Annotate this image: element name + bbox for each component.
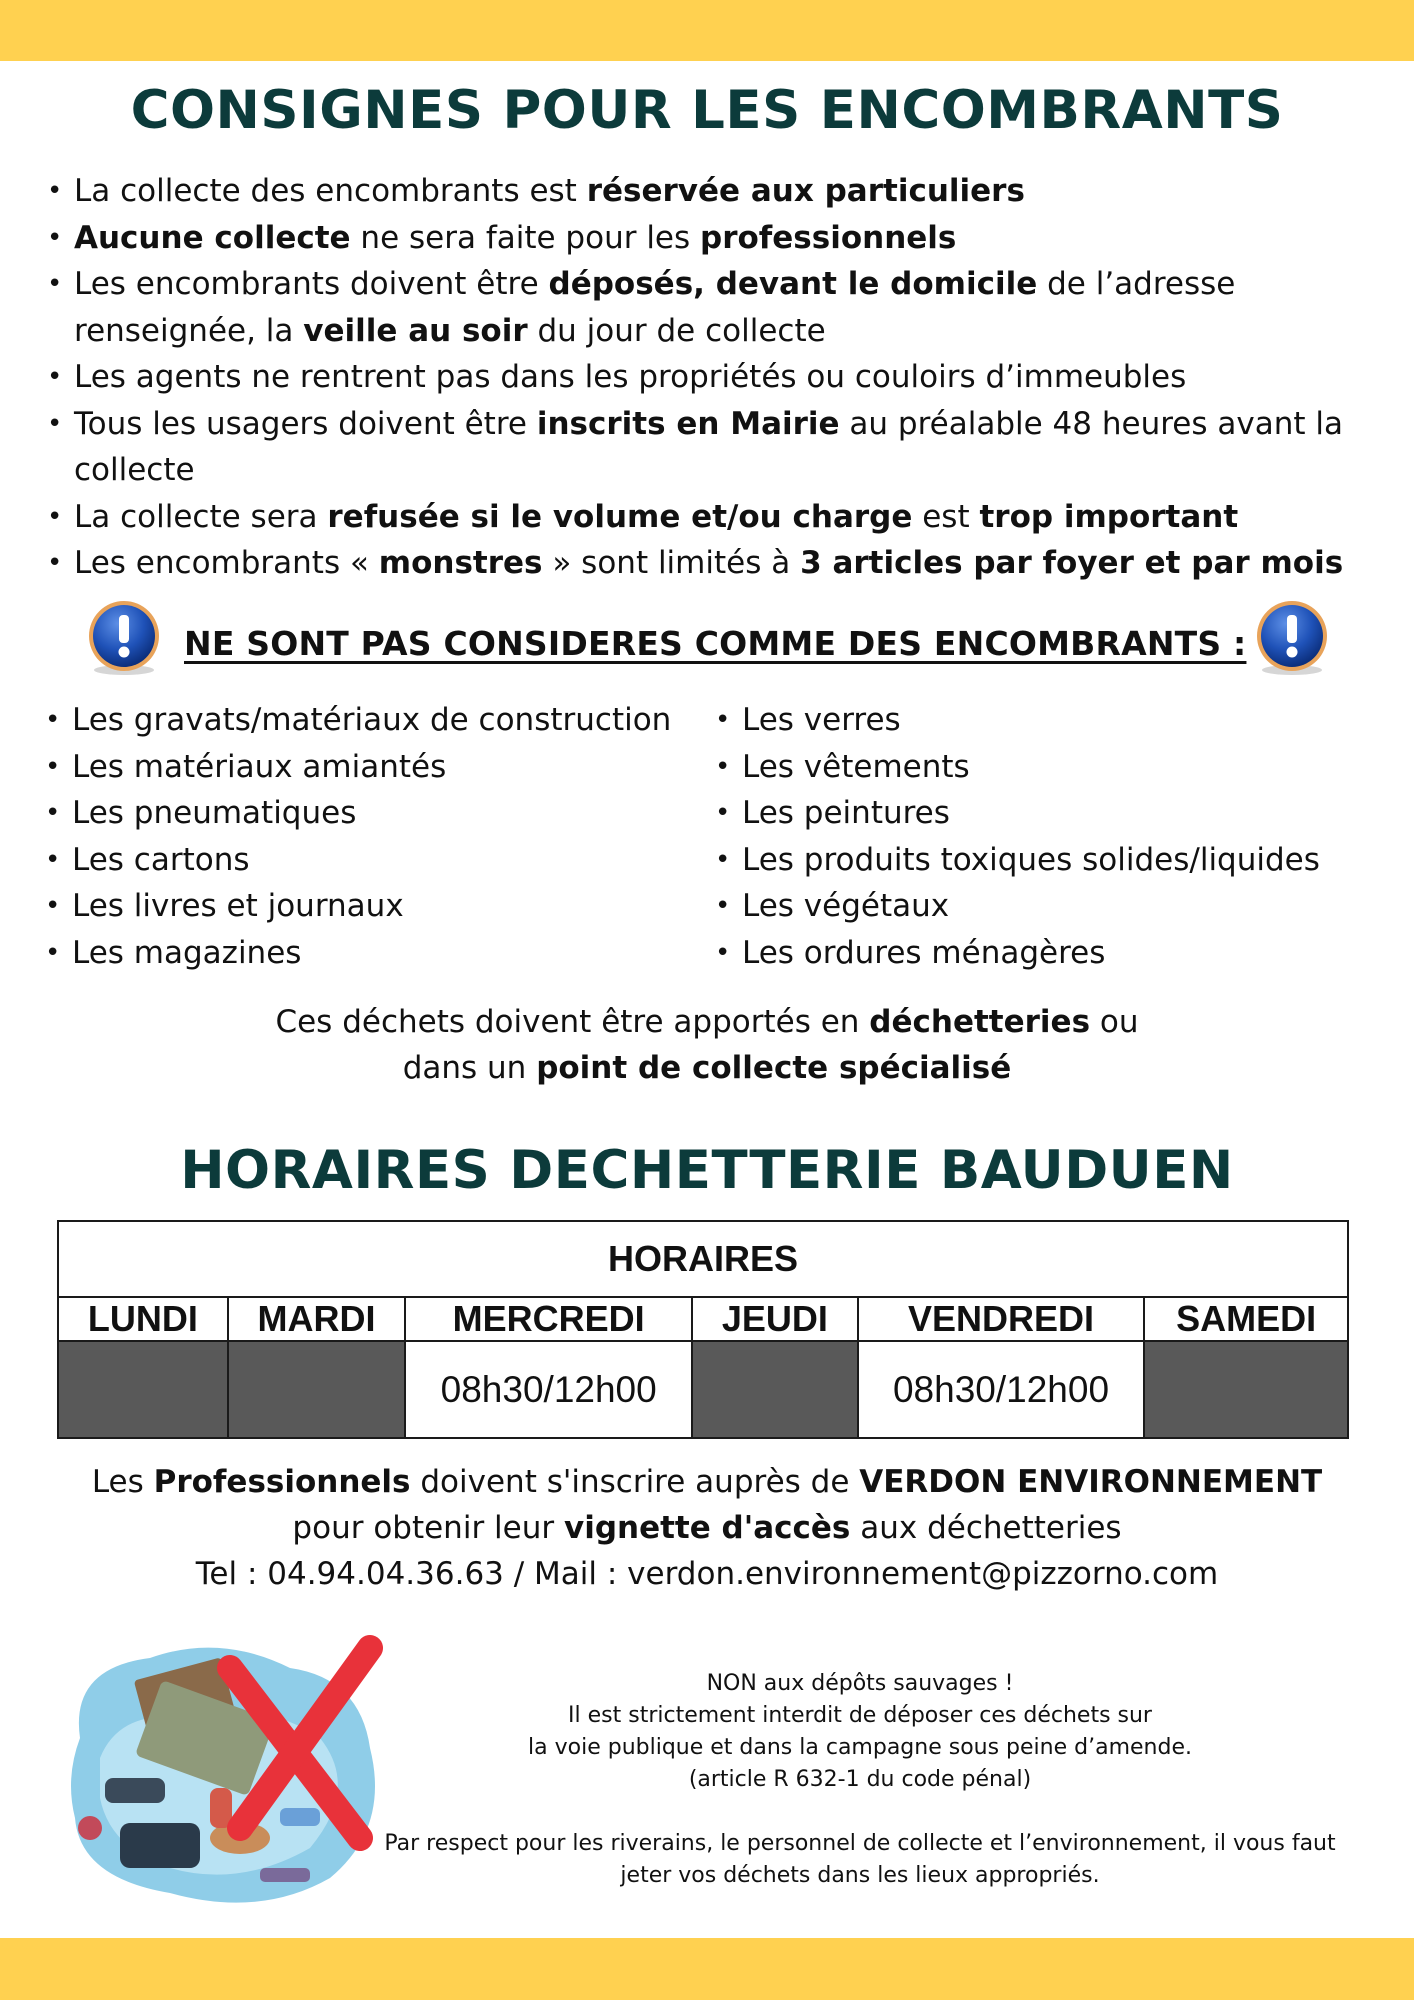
pro-text: doivent s'inscrire auprès de (410, 1464, 860, 1500)
note-text: ou (1090, 1004, 1139, 1040)
professionals-line-1 (0, 1459, 1414, 1505)
rule-emphasis: veille au soir (303, 312, 528, 349)
not-accepted-item: • Les ordures ménagères (711, 930, 1391, 977)
rules-list (43, 168, 1403, 587)
not-accepted-heading: NE SONT PAS CONSIDERES COMME DES ENCOMBRANTS : (184, 624, 1247, 663)
rule-text: La collecte des encombrants est (74, 173, 587, 209)
not-accepted-list-right (711, 697, 1391, 976)
day-header-samedi: SAMEDI (1144, 1297, 1348, 1341)
exclamation-icon (84, 598, 164, 678)
exclamation-icon (1252, 598, 1332, 678)
pro-text: aux déchetteries (850, 1510, 1122, 1546)
rule-item (43, 168, 1403, 215)
closed-cell (228, 1341, 406, 1438)
pro-bold: VERDON ENVIRONNEMENT (859, 1464, 1323, 1500)
closed-cell (58, 1341, 228, 1438)
pro-text: Les (91, 1464, 154, 1500)
not-accepted-item: • Les matériaux amiantés (41, 744, 691, 791)
day-header-mercredi: MERCREDI (405, 1297, 692, 1341)
notice-line: Il est strictement interdit de déposer ces déchets sur (568, 1703, 1152, 1728)
rule-item (43, 401, 1403, 494)
top-band (0, 0, 1414, 61)
notice-line: NON aux dépôts sauvages ! (706, 1671, 1014, 1696)
pro-text: pour obtenir leur (292, 1510, 564, 1546)
hours-table (57, 1220, 1349, 1439)
bottom-band (0, 1938, 1414, 2000)
page-title: CONSIGNES POUR LES ENCOMBRANTS (130, 80, 1284, 141)
not-accepted-item: • Les cartons (41, 837, 691, 884)
note-text: Ces déchets doivent être apportés en (275, 1004, 870, 1040)
professionals-line-2 (0, 1505, 1414, 1551)
closed-cell (1144, 1341, 1348, 1438)
hours-table-header: HORAIRES (58, 1221, 1348, 1297)
note-bold: point de collecte spécialisé (536, 1050, 1012, 1086)
notice-line: jeter vos déchets dans les lieux appropriés. (620, 1863, 1100, 1888)
not-accepted-item: • Les produits toxiques solides/liquides (711, 837, 1391, 884)
rule-emphasis: 3 articles par foyer et par mois (800, 545, 1344, 581)
opening-hours-cell: 08h30/12h00 (405, 1341, 692, 1438)
rule-item (43, 494, 1403, 541)
dumping-notice (380, 1668, 1340, 1892)
rule-emphasis: refusée si le volume et/ou charge (327, 498, 913, 535)
opening-hours-cell: 08h30/12h00 (858, 1341, 1145, 1438)
pro-bold: vignette d'accès (563, 1510, 851, 1546)
not-accepted-item: • Les gravats/matériaux de construction (41, 697, 691, 744)
note-bold: déchetteries (869, 1004, 1091, 1040)
rule-text: » sont limités à (542, 545, 801, 581)
rule-emphasis: inscrits en Mairie (536, 405, 840, 442)
dechetterie-note-line-1 (0, 999, 1414, 1045)
rule-emphasis: réservée aux particuliers (586, 173, 1025, 209)
not-accepted-item: • Les pneumatiques (41, 790, 691, 837)
day-header-vendredi: VENDREDI (858, 1297, 1145, 1341)
rule-emphasis: Aucune collecte (74, 219, 351, 256)
not-accepted-item: • Les vêtements (711, 744, 1391, 791)
slot-row (58, 1341, 1348, 1438)
not-accepted-list-left (41, 697, 691, 976)
rule-text: La collecte sera (74, 498, 328, 535)
rule-text: de l’adresse renseignée, la (74, 266, 1236, 349)
rule-text: Tous les usagers doivent être (74, 405, 537, 442)
not-accepted-item: • Les magazines (41, 930, 691, 977)
rule-item (43, 354, 1403, 401)
rule-emphasis: professionnels (700, 219, 957, 256)
rule-text: Les encombrants doivent être (74, 266, 549, 302)
note-text: dans un (402, 1050, 537, 1086)
not-accepted-item: • Les livres et journaux (41, 883, 691, 930)
not-accepted-item: • Les verres (711, 697, 1391, 744)
rule-text: ne sera faite pour les (350, 219, 701, 256)
contact-line: Tel : 04.94.04.36.63 / Mail : verdon.environnement@pizzorno.com (195, 1556, 1219, 1592)
day-header-lundi: LUNDI (58, 1297, 228, 1341)
rule-emphasis: déposés, devant le domicile (548, 266, 1038, 302)
rule-item (43, 540, 1403, 587)
warning-heading-row (0, 598, 1414, 682)
notice-line: (article R 632-1 du code pénal) (688, 1767, 1032, 1792)
dechetterie-note-line-2 (0, 1045, 1414, 1091)
rule-text: au préalable 48 heures avant la collecte (74, 405, 1343, 488)
rule-text: est (912, 498, 980, 535)
professionals-info (0, 1459, 1414, 1597)
pro-bold: Professionnels (153, 1464, 411, 1500)
day-row (58, 1297, 1348, 1341)
closed-cell (692, 1341, 858, 1438)
rule-emphasis: trop important (979, 498, 1239, 535)
hours-title: HORAIRES DECHETTERIE BAUDUEN (180, 1140, 1234, 1201)
rule-item (43, 261, 1403, 354)
rule-text: Les agents ne rentrent pas dans les propriétés ou couloirs d’immeubles (74, 359, 1187, 395)
notice-line: la voie publique et dans la campagne sous peine d’amende. (528, 1735, 1192, 1760)
rule-emphasis: monstres (378, 545, 543, 581)
rule-text: Les encombrants « (74, 545, 379, 581)
not-accepted-item: • Les peintures (711, 790, 1391, 837)
dechetterie-note (0, 999, 1414, 1091)
notice-line: Par respect pour les riverains, le personnel de collecte et l’environnement, il vous faut (384, 1831, 1336, 1856)
day-header-jeudi: JEUDI (692, 1297, 858, 1341)
not-accepted-item: • Les végétaux (711, 883, 1391, 930)
rule-text: du jour de collecte (527, 312, 826, 349)
rule-item (43, 215, 1403, 262)
day-header-mardi: MARDI (228, 1297, 406, 1341)
